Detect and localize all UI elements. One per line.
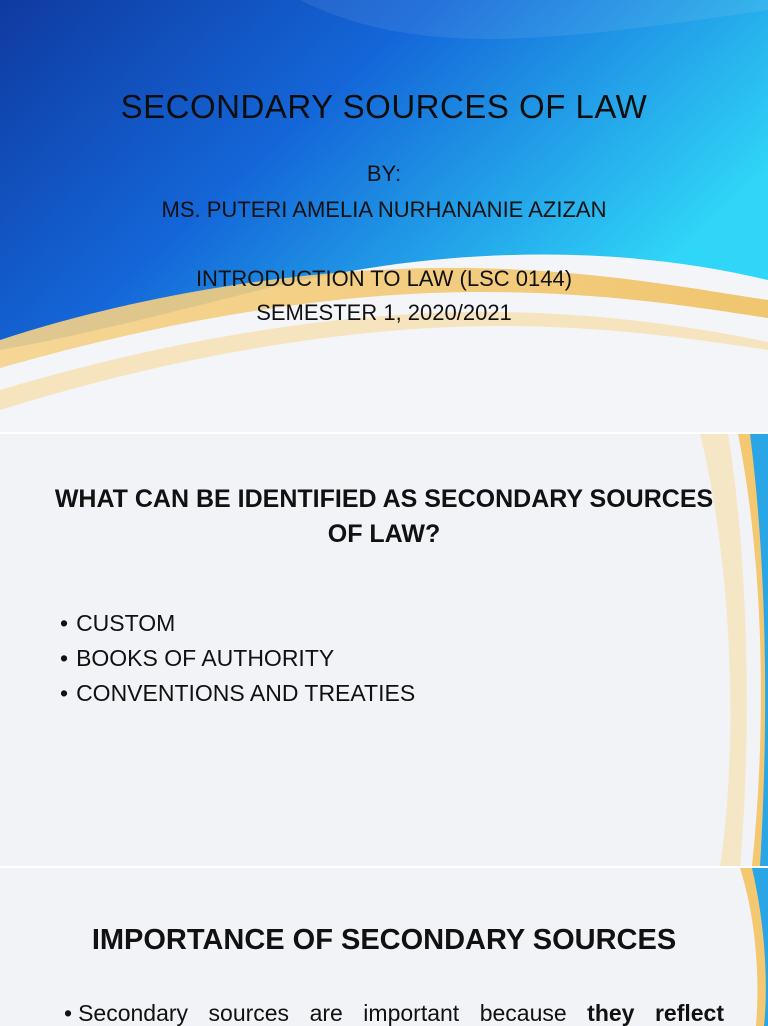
list-item: • CONVENTIONS AND TREATIES — [60, 676, 415, 711]
semester: SEMESTER 1, 2020/2021 — [256, 300, 512, 325]
question-heading: WHAT CAN BE IDENTIFIED AS SECONDARY SOURCES OF LAW? — [54, 485, 714, 548]
list-item: • BOOKS OF AUTHORITY — [60, 641, 415, 676]
slide-importance — [0, 866, 768, 1026]
slide-secondary-sources-list — [0, 432, 768, 866]
by-label: BY: — [366, 161, 402, 186]
importance-text-plain: Secondary sources are important because — [78, 1000, 567, 1026]
importance-heading: IMPORTANCE OF SECONDARY SOURCES — [91, 924, 677, 956]
slide-title — [0, 0, 768, 432]
course-name: INTRODUCTION TO LAW (LSC 0144) — [195, 266, 573, 291]
importance-text-bold: they reflect — [587, 1000, 725, 1026]
presentation-title: SECONDARY SOURCES OF LAW — [120, 88, 648, 125]
byline — [0, 156, 768, 228]
list-item: • CUSTOM — [60, 606, 415, 641]
course-info — [0, 262, 768, 330]
sources-list — [60, 606, 415, 711]
importance-bullet — [64, 998, 724, 1026]
author-name: MS. PUTERI AMELIA NURHANANIE AZIZAN — [161, 197, 607, 222]
